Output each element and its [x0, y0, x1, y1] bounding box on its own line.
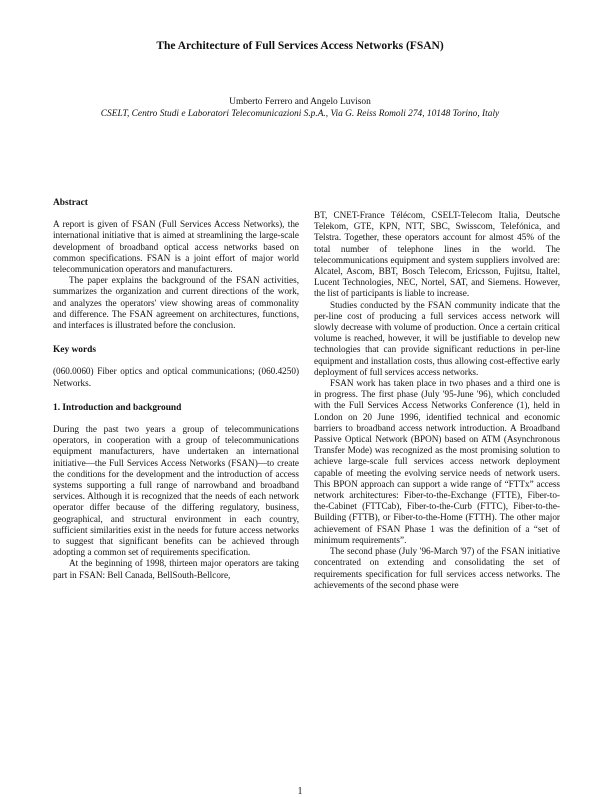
right-paragraph-1: BT, CNET-France Télécom, CSELT-Telecom Italia, Deutsche Telekom, GTE, KPN, NTT, SBC, Swisscom, Telefónica, and Telstra. Together, these operators account for almost 45% of the total number of telephone lines in the world. The telecommunications equipment and system suppliers involved are: Alcatel, Ascom, BBT, Bosch Telecom, Ericsson, Fujitsu, Italtel, Lucent Technologies, NEC, Nortel, SAT, and Siemens. However, the list of participants is liable to increase.	[314, 210, 560, 299]
paper-title: The Architecture of Full Services Access Networks (FSAN)	[156, 40, 444, 52]
author-names: Umberto Ferrero and Angelo Luvison	[229, 97, 371, 107]
keywords-text: (060.0060) Fiber optics and optical communications; (060.4250) Networks.	[53, 366, 299, 388]
page-number: 1	[297, 786, 303, 797]
left-column	[53, 198, 299, 581]
intro-paragraph-2: At the beginning of 1998, thirteen major operators are taking part in FSAN: Bell Canada, BellSouth-Bellcore,	[53, 558, 299, 580]
right-column	[314, 210, 560, 591]
right-paragraph-2: Studies conducted by the FSAN community indicate that the per-line cost of producing a full services access network will slowly decrease with volume of production. Once a certain critical volume is reached, however, it will be justifiable to develop new technologies that can provide significant reductions in per-line equipment and installation costs, thus allowing cost-effective early deployment of full services access networks.	[314, 299, 560, 377]
section-1-heading: 1. Introduction and background	[53, 402, 182, 413]
intro-paragraph-1: During the past two years a group of telecommunications operators, in cooperation with a group of telecommunications equipment manufacturers, have undertaken an international initiative—the Full Services Access Networks (FSAN)—to create the conditions for the development and the introduction of access systems supporting a full range of narrowband and broadband services. Although it is recognized that the needs of each network operator differ because of the differing regulatory, business, geographical, and structural environment in each country, sufficient similarities exist in the needs for future access networks to suggest that significant benefits can be achieved through adopting a common set of requirements specification.	[53, 424, 299, 558]
abstract-heading: Abstract	[53, 198, 88, 208]
keywords-heading: Key words	[53, 345, 96, 356]
author-block	[0, 96, 600, 120]
right-paragraph-3: FSAN work has taken place in two phases and a third one is in progress. The first phase (July '95-June '96), which concluded with the Full Services Access Networks Conference (1), held in London on 20 June 1996, identified technical and economic barriers to broadband access network introduction. A Broadband Passive Optical Network (BPON) based on ATM (Asynchronous Transfer Mode) was recognized as the most promising solution to achieve large-scale full services access network deployment capable of meeting the evolving service needs of network users. This BPON approach can support a wide range of “FTTx” access network architectures: Fiber-to-the-Exchange (FTTE), Fiber-to-the-Cabinet (FTTCab), Fiber-to-the-Curb (FTTC), Fiber-to-the-Building (FTTB), or Fiber-to-the-Home (FTTH). The other major achievement of FSAN Phase 1 was the definition of a “set of minimum requirements”.	[314, 378, 560, 545]
abstract-paragraph-1: A report is given of FSAN (Full Services Access Networks), the international initiative that is aimed at streamlining the large-scale development of broadband optical access networks based on common specifications. FSAN is a joint effort of major world telecommunication operators and manufacturers.	[53, 219, 299, 275]
abstract-paragraph-2: The paper explains the background of the FSAN activities, summarizes the organization and current directions of the work, and analyzes the operators' view showing areas of commonality and difference. The FSAN agreement on architectures, functions, and interfaces is illustrated before the conclusion.	[53, 275, 299, 331]
author-affiliation: CSELT, Centro Studi e Laboratori Telecomunicazioni S.p.A., Via G. Reiss Romoli 274, 10148 Torino, Italy	[100, 109, 500, 119]
right-paragraph-4: The second phase (July '96-March '97) of the FSAN initiative concentrated on extending and consolidating the set of requirements specification for full services access networks. The achievements of the second phase were	[314, 546, 560, 590]
